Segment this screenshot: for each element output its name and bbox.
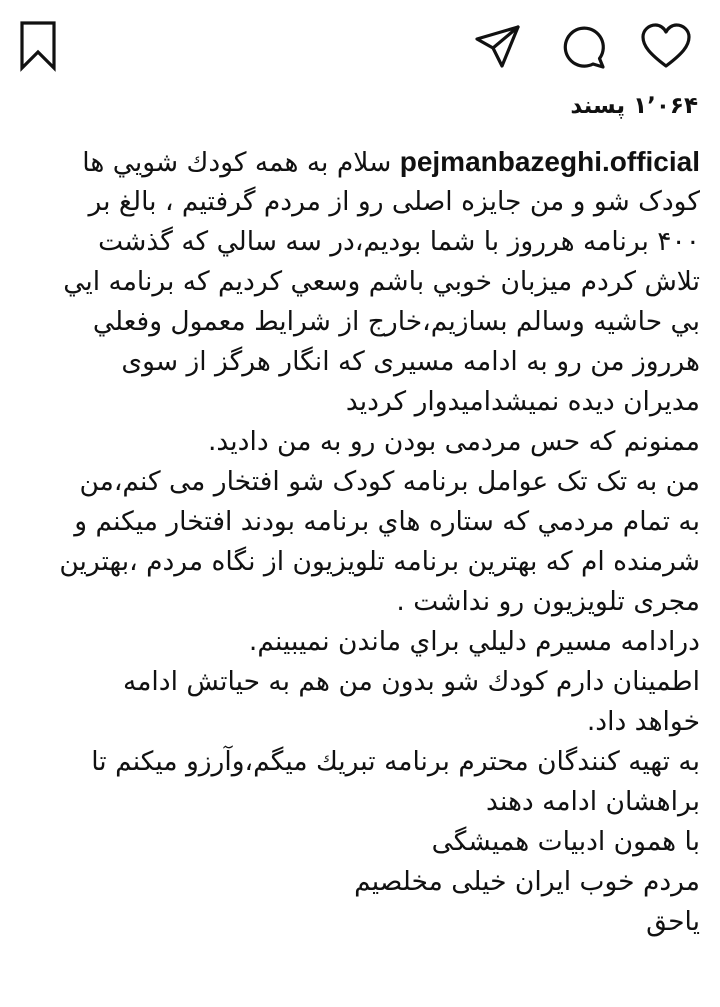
caption-line: براهشان ادامه دهند bbox=[486, 786, 700, 817]
comment-bubble-icon bbox=[559, 21, 609, 71]
likes-label: پسند bbox=[570, 93, 626, 119]
caption-text: سلام به همه کودك شويي ها bbox=[82, 147, 392, 178]
caption-line: مجری تلویزیون رو نداشت . bbox=[396, 586, 700, 617]
likes-number: ۱٬۰۶۴ bbox=[633, 93, 698, 119]
bookmark-icon bbox=[18, 20, 58, 72]
caption-line: شرمنده ام که بهترین برنامه تلویزیون از نگاه مردم ،بهترین bbox=[59, 546, 700, 577]
username-link[interactable]: pejmanbazeghi.official bbox=[399, 146, 700, 177]
share-button[interactable] bbox=[470, 18, 526, 74]
caption-line: مدیران دیده نمیشدامیدوار کردید bbox=[345, 386, 700, 417]
caption-line bbox=[20, 142, 700, 182]
heart-icon bbox=[640, 22, 692, 70]
like-button[interactable] bbox=[638, 18, 694, 74]
caption-line: درادامه مسيرم دليلي براي ماندن نميبينم. bbox=[248, 626, 700, 657]
caption-line: با همون ادبیات همیشگی bbox=[431, 826, 700, 857]
caption-line: بي حاشيه وسالم بسازيم،خارج از شرايط معمول وفعلي bbox=[92, 306, 700, 337]
caption-line: کودک شو و من جایزه اصلی رو از مردم گرفتیم ، بالغ بر bbox=[88, 186, 700, 217]
caption-line: اطمينان دارم كودك شو بدون من هم به حياتش ادامه bbox=[123, 666, 700, 697]
caption-line: به تمام مردمي كه ستاره هاي برنامه بودند افتخار ميكنم و bbox=[74, 506, 700, 537]
caption-line: خواهد داد. bbox=[586, 706, 700, 737]
likes-count[interactable] bbox=[570, 93, 698, 119]
caption-line: ۴۰۰ برنامه هرروز با شما بوديم،در سه سالي كه گذشت bbox=[98, 226, 700, 257]
caption-line: من به تک تک عوامل برنامه کودک شو افتخار می کنم،من bbox=[79, 466, 700, 497]
caption-line: ممنونم که حس مردمی بودن رو به من دادید. bbox=[207, 426, 700, 457]
save-button[interactable] bbox=[10, 18, 66, 74]
caption-line: تلاش كردم ميزبان خوبي باشم وسعي كرديم كه برنامه ايي bbox=[63, 266, 700, 297]
caption-line: یاحق bbox=[646, 906, 700, 937]
post-caption bbox=[20, 142, 700, 942]
caption-line: به تهيه كنندگان محترم برنامه تبريك ميگم،وآرزو ميكنم تا bbox=[91, 746, 700, 777]
caption-line: هرروز من رو به ادامه مسیری که انگار هرگز از سوی bbox=[121, 346, 700, 377]
caption-line: مردم خوب ایران خیلی مخلصیم bbox=[354, 866, 700, 897]
post-action-bar bbox=[0, 0, 720, 92]
comment-button[interactable] bbox=[556, 18, 612, 74]
paper-plane-icon bbox=[473, 21, 523, 71]
